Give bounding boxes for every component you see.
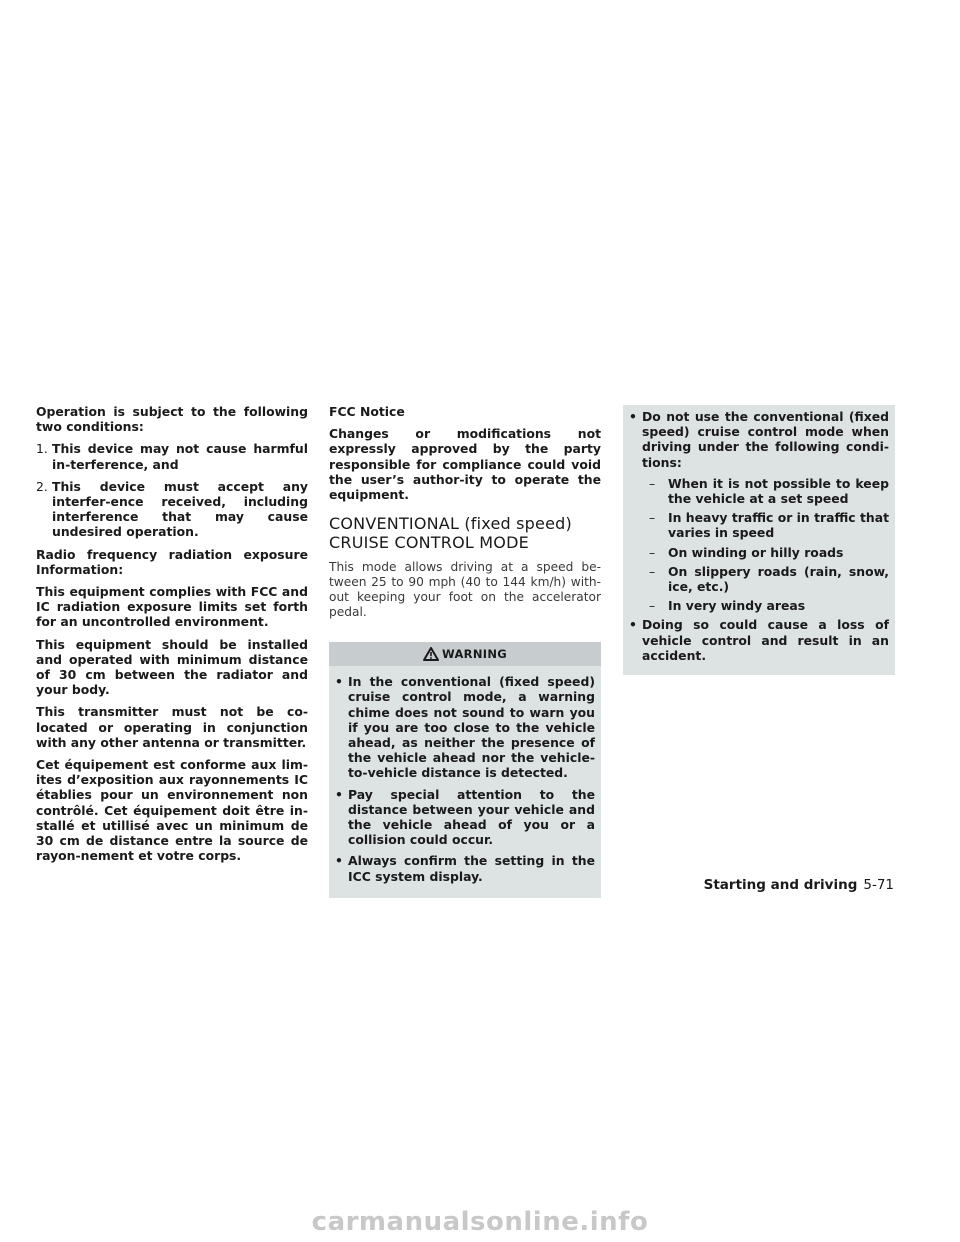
dash: – [649, 475, 656, 491]
fcc-notice-title: FCC Notice [329, 404, 405, 419]
condition-sub-item [629, 476, 889, 506]
column-middle [329, 404, 601, 898]
warning-list [329, 666, 601, 884]
warning-item [335, 853, 595, 883]
condition-sub-item [629, 564, 889, 594]
item-number: 1. [36, 441, 48, 457]
sub-text: In very windy areas [668, 598, 806, 614]
page-number: 5-71 [863, 877, 894, 893]
installation-distance: This equipment should be installed and operated with minimum distance of 30 cm between the radiator and your body. [36, 636, 308, 698]
bullet: • [629, 617, 637, 633]
sub-text: On winding or hilly roads [668, 544, 844, 560]
warning-item [629, 617, 889, 663]
sub-text: When it is not possible to keep the vehicle at a set speed [668, 475, 889, 507]
condition-sub-item [629, 545, 889, 560]
conditions-intro: Operation is subject to the following two conditions: [36, 404, 308, 435]
warning-item [335, 674, 595, 780]
bullet: • [629, 409, 637, 424]
dash: – [649, 563, 656, 579]
section-heading-line1: CONVENTIONAL (fixed speed) [329, 514, 572, 534]
item-text: This device may not cause harmful in-terference, and [52, 441, 308, 472]
column-right [623, 404, 895, 675]
dash: – [649, 544, 656, 560]
radio-exposure-title: Radio frequency radiation exposure Information: [36, 546, 308, 577]
item-number: 2. [36, 478, 48, 494]
warning-header [329, 642, 601, 666]
item-text: This device must accept any interfer-ence received, including interference that may cause undesired operation. [52, 478, 308, 540]
dash: – [649, 510, 656, 526]
dash: – [649, 598, 656, 614]
fcc-notice-text: Changes or modifications not expressly approved by the party responsible for compliance could void the user’s author-ity to operate the equipment. [329, 426, 601, 503]
mode-description: This mode allows driving at a speed be-tween 25 to 90 mph (40 to 144 km/h) with-out keeping your foot on the accelerator pedal. [329, 560, 601, 620]
warning-text: Do not use the conventional (fixed speed) cruise control mode when driving under the following condi-tions: [642, 409, 889, 470]
warning-continued-box [623, 405, 895, 675]
section-heading [329, 514, 601, 552]
bullet: • [335, 853, 343, 869]
sub-text: On slippery roads (rain, snow, ice, etc.) [668, 563, 889, 595]
warning-text: In the conventional (fixed speed) cruise control mode, a warning chime does not sound to warn you if you are too close to the vehicle ahead, as neither the presence of the vehicle ahead nor the vehicle-to-vehicle distance is detected. [348, 674, 595, 781]
fcc-ic-compliance: This equipment complies with FCC and IC radiation exposure limits set forth for an uncontrolled environment. [36, 584, 308, 630]
footer-section-title: Starting and driving [703, 877, 858, 893]
column-left [36, 404, 308, 870]
warning-box [329, 642, 601, 898]
warning-text: Always confirm the setting in the ICC system display. [348, 853, 595, 884]
colocation-notice: This transmitter must not be co-located or operating in conjunction with any other antenna or transmitter. [36, 704, 308, 750]
condition-sub-item [629, 510, 889, 540]
bullet: • [335, 786, 343, 802]
warning-text: Doing so could cause a loss of vehicle control and result in an accident. [642, 617, 889, 663]
section-heading-line2: CRUISE CONTROL MODE [329, 533, 529, 553]
bullet: • [335, 674, 343, 690]
french-notice: Cet équipement est conforme aux lim-ites d’exposition aux rayonnements IC établies pour un environnement non contrôlé. Cet équipement doit être in-stallé et utillisé avec un minimum de 30 cm de distance entre la source de rayon-nement et votre corps. [36, 757, 308, 864]
warning-label: WARNING [442, 647, 507, 662]
page-footer [704, 877, 894, 893]
condition-sub-item [629, 598, 889, 613]
warning-triangle-icon [423, 647, 439, 661]
warning-text: Pay special attention to the distance between your vehicle and the vehicle ahead of you or a collision could occur. [348, 786, 595, 848]
watermark: carmanualsonline.info [311, 1207, 649, 1237]
condition-item [36, 441, 308, 471]
condition-item [36, 479, 308, 540]
sub-text: In heavy traffic or in traffic that varies in speed [668, 510, 889, 541]
warning-item [629, 409, 889, 470]
warning-item [335, 787, 595, 848]
